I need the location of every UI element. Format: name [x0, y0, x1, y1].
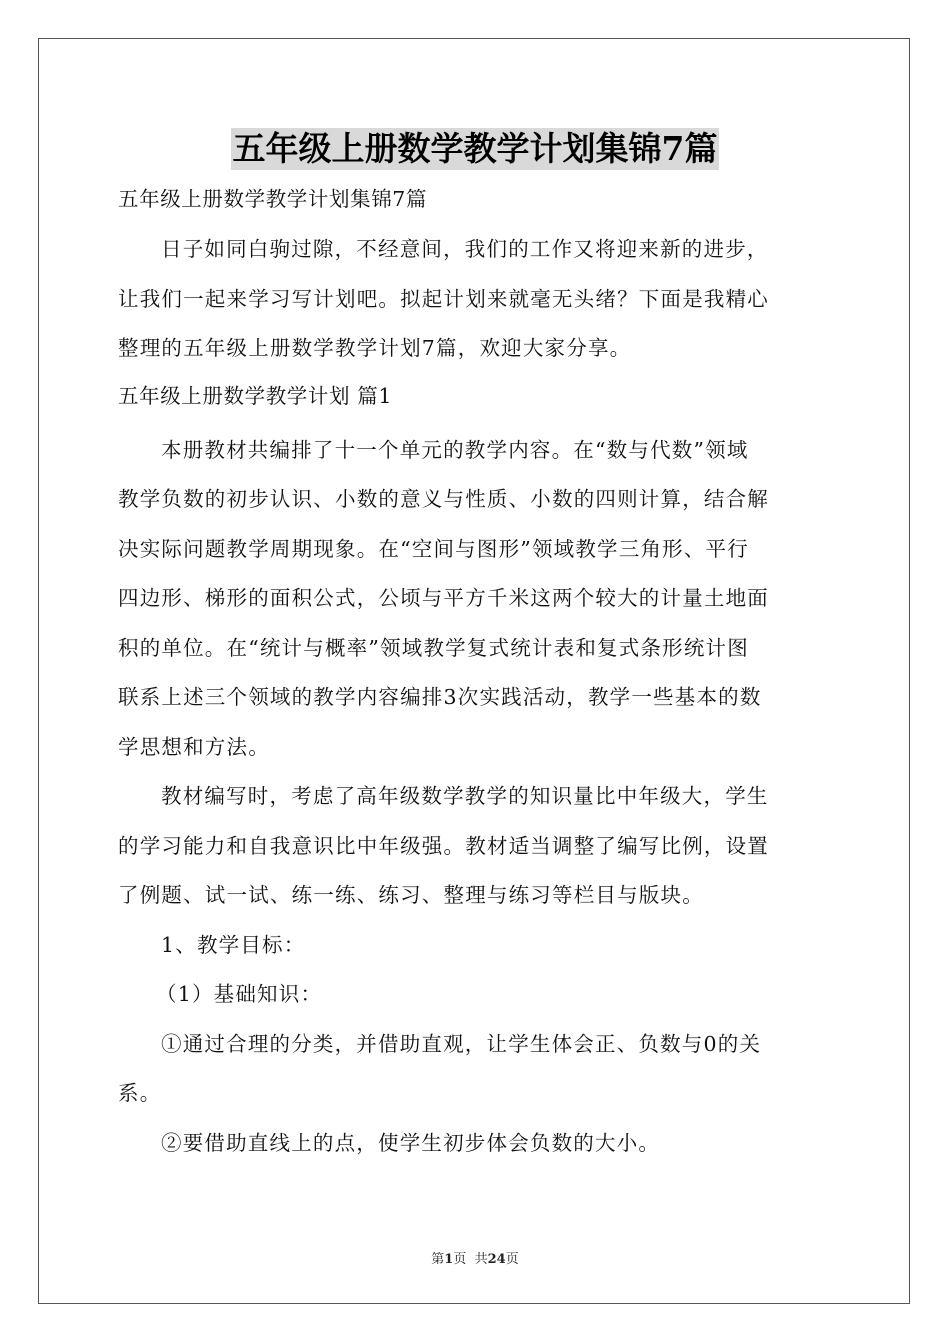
paragraph-line: 决实际问题教学周期现象。在“空间与图形”领域教学三角形、平行 [118, 536, 749, 561]
paragraph-line: 四边形、梯形的面积公式，公顷与平方千米这两个较大的计量土地面 [118, 586, 769, 610]
paragraph-1 [118, 426, 834, 773]
intro-line: 让我们一起来学习写计划吧。拟起计划来就毫无头绪？下面是我精心 [118, 286, 769, 311]
footer-mid: 页 共 [453, 1252, 488, 1267]
document-title: 五年级上册数学教学计划集锦7篇 [232, 129, 718, 168]
paragraph-line: 了例题、试一试、练一练、练习、整理与练习等栏目与版块。 [118, 883, 704, 907]
paragraph-line: 教学负数的初步认识、小数的意义与性质、小数的四则计算，结合解 [118, 487, 769, 511]
list-item-line: 系。 [118, 1081, 162, 1105]
basic-knowledge-heading: （1）基础知识： [156, 982, 323, 1006]
footer-total-pages: 24 [487, 1252, 506, 1267]
list-item-2 [118, 1119, 834, 1169]
paragraph-2 [118, 772, 834, 921]
title-wrap [0, 128, 950, 170]
document-body [118, 182, 834, 1168]
document-subtitle: 五年级上册数学教学计划集锦7篇 [118, 187, 428, 211]
paragraph-line: 教材编写时，考虑了高年级数学教学的知识量比中年级大，学生 [161, 784, 769, 808]
paragraph-line: 本册教材共编排了十一个单元的教学内容。在“数与代数”领域 [161, 437, 749, 462]
paragraph-line: 的学习能力和自我意识比中年级强。教材适当调整了编写比例，设置 [118, 833, 769, 858]
intro-line: 整理的五年级上册数学教学计划7篇，欢迎大家分享。 [118, 336, 632, 360]
section-heading: 五年级上册数学教学计划 篇1 [118, 383, 392, 408]
paragraph-line: 积的单位。在“统计与概率”领域教学复式统计表和复式条形统计图 [118, 635, 749, 660]
footer-page-number: 1 [444, 1252, 454, 1267]
footer-suffix: 页 [505, 1252, 519, 1267]
intro-paragraph [118, 225, 834, 374]
page-footer [0, 1248, 950, 1267]
footer-prefix: 第 [431, 1252, 445, 1267]
goal-item [118, 921, 834, 971]
basic-item [118, 970, 834, 1020]
list-item-line: ②要借助直线上的点，使学生初步体会负数的大小。 [161, 1130, 661, 1155]
list-item-line: ①通过合理的分类，并借助直观，让学生体会正、负数与0的关 [161, 1031, 762, 1056]
goal-heading: 1、教学目标： [161, 932, 306, 957]
paragraph-line: 学思想和方法。 [118, 734, 270, 759]
intro-line: 日子如同白驹过隙，不经意间，我们的工作又将迎来新的进步， [161, 237, 769, 261]
paragraph-line: 联系上述三个领域的教学内容编排3次实践活动，教学一些基本的数 [118, 685, 762, 709]
list-item-1 [118, 1020, 834, 1119]
